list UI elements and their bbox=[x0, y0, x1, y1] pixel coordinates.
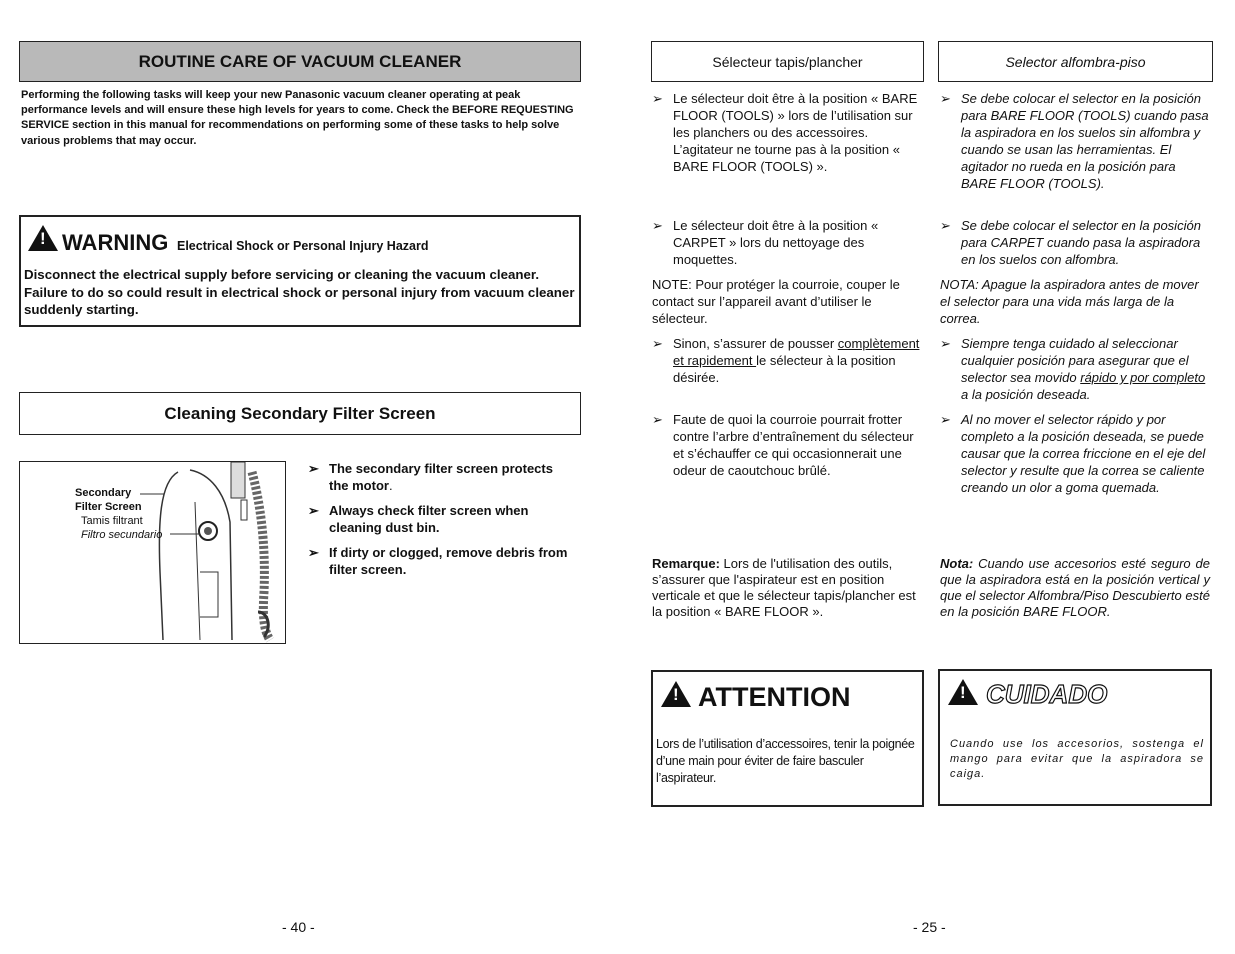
page-number-right: - 25 - bbox=[913, 919, 946, 935]
bullet-arrow-icon: ➢ bbox=[940, 218, 951, 233]
french-bullet-4-text: Faute de quoi la courroie pourrait frotter contre l’arbre d’entraînement du sélecteur et s’échauffer ce qui occasionnerait une odeur de caoutchouc brûlé. bbox=[673, 412, 914, 478]
filter-bullet-1-period: . bbox=[388, 478, 393, 493]
warning-icon bbox=[28, 225, 58, 256]
french-header-text: Sélecteur tapis/plancher bbox=[712, 53, 863, 70]
spanish-bullet-3-post: a la posición deseada. bbox=[961, 387, 1091, 402]
cuidado-warning-icon bbox=[948, 679, 978, 710]
french-bullet-3-pre: Sinon, s’assurer de pousser bbox=[673, 336, 838, 351]
french-remark-text: Lors de l'utilisation des outils, s’assurer que l'aspirateur est en position verticale et que le sélecteur tapis/plancher est la position « BARE FLOOR ». bbox=[652, 556, 916, 619]
filter-label-en-line2: Filter Screen bbox=[75, 501, 142, 513]
filter-bullet-1-text: The secondary filter screen protects the motor bbox=[329, 461, 553, 493]
routine-care-title: ROUTINE CARE OF VACUUM CLEANER bbox=[138, 51, 462, 71]
french-bullet-2-text: Le sélecteur doit être à la position « CARPET » lors du nettoyage des moquettes. bbox=[673, 218, 879, 267]
spanish-header-text: Selector alfombra-piso bbox=[1005, 53, 1146, 70]
french-remark bbox=[652, 556, 920, 620]
attention-title: ATTENTION bbox=[698, 682, 851, 712]
spanish-bullet-3-underlined: rápido y por completo bbox=[1080, 370, 1206, 385]
attention-box bbox=[651, 670, 924, 807]
filter-label-es: Filtro secundario bbox=[81, 529, 163, 541]
spanish-bullet-3-pre: Siempre tenga cuidado al seleccionar cualquier posición para asegurar que el selector sea movido bbox=[961, 336, 1189, 385]
cuidado-body: Cuando use los accesorios, sostenga el mango para evitar que la aspiradora se caiga. bbox=[950, 738, 1204, 780]
cuidado-box bbox=[938, 669, 1212, 806]
french-note: NOTE: Pour protéger la courroie, couper le contact sur l’appareil avant d’utiliser le sélecteur. bbox=[652, 277, 900, 326]
cuidado-title: CUIDADO bbox=[986, 679, 1108, 709]
attention-warning-icon bbox=[661, 681, 691, 712]
warning-subtitle: Electrical Shock or Personal Injury Hazard bbox=[177, 239, 429, 253]
spanish-bullet-4-text: Al no mover el selector rápido y por completo a la posición deseada, se puede causar que la correa friccione en el eje del selector y resulte que la correa se caliente creando un olor a goma quemada. bbox=[961, 412, 1206, 495]
spanish-header bbox=[938, 41, 1213, 82]
bullet-arrow-icon: ➢ bbox=[308, 545, 319, 560]
filter-label-fr: Tamis filtrant bbox=[81, 515, 143, 527]
spanish-bullet-2-text: Se debe colocar el selector en la posición para CARPET cuando pasa la aspiradora en los suelos con alfombra. bbox=[961, 218, 1201, 267]
bullet-arrow-icon: ➢ bbox=[940, 336, 951, 351]
french-bullet-1-text: Le sélecteur doit être à la position « BARE FLOOR (TOOLS) » lors de l’utilisation sur les planchers ou des accessoires. L’agitateur ne tourne pas à la position « BARE FLOOR (TOOLS) ». bbox=[673, 91, 918, 174]
bullet-arrow-icon: ➢ bbox=[308, 461, 319, 476]
spanish-nota bbox=[940, 556, 1210, 620]
filter-section-header bbox=[19, 392, 581, 435]
vacuum-illustration bbox=[20, 462, 285, 643]
bullet-arrow-icon: ➢ bbox=[652, 218, 663, 233]
filter-bullet-3-text: If dirty or clogged, remove debris from filter screen. bbox=[329, 545, 568, 577]
french-remark-label: Remarque: bbox=[652, 556, 720, 571]
spanish-bullet-1-text: Se debe colocar el selector en la posición para BARE FLOOR (TOOLS) cuando pasa la aspiradora en los suelos sin alfombra y cuando se usan las herramientas. El agitador no rueda en la posición para BARE FLOOR (TOOLS). bbox=[961, 91, 1209, 191]
bullet-arrow-icon: ➢ bbox=[652, 91, 663, 106]
bullet-arrow-icon: ➢ bbox=[652, 412, 663, 427]
attention-body: Lors de l’utilisation d’accessoires, tenir la poignée d’une main pour éviter de faire basculer l’aspirateur. bbox=[656, 737, 915, 785]
bullet-arrow-icon: ➢ bbox=[652, 336, 663, 351]
routine-care-intro: Performing the following tasks will keep your new Panasonic vacuum cleaner operating at peak performance levels and will ensure these high levels for years to come. Check the BEFORE REQUESTING SERVICE section in this manual for recommendations on performing some of these tasks to help solve various problems that may occur. bbox=[21, 89, 574, 147]
spanish-note: NOTA: Apague la aspiradora antes de mover el selector para una vida más larga de la correa. bbox=[940, 277, 1199, 326]
warning-box bbox=[19, 215, 581, 327]
page-number-left: - 40 - bbox=[282, 919, 315, 935]
warning-word: WARNING bbox=[62, 230, 169, 255]
filter-label-en-line1: Secondary bbox=[75, 487, 132, 499]
french-bullet-3-post: le sélecteur à la position désirée. bbox=[673, 353, 896, 385]
spanish-nota-text: Cuando use accesorios esté seguro de que la aspiradora está en la posición vertical y que el selector Alfombra/Piso Descubierto esté en la posición BARE FLOOR. bbox=[940, 556, 1210, 619]
bullet-arrow-icon: ➢ bbox=[940, 412, 951, 427]
spanish-nota-label: Nota: bbox=[940, 556, 974, 571]
bullet-arrow-icon: ➢ bbox=[940, 91, 951, 106]
warning-body: Disconnect the electrical supply before servicing or cleaning the vacuum cleaner. Failure to do so could result in electrical shock or personal injury from vacuum cleaner suddenly starting. bbox=[24, 267, 575, 317]
filter-bullet-2-text: Always check filter screen when cleaning dust bin. bbox=[329, 503, 529, 535]
routine-care-header bbox=[19, 41, 581, 82]
filter-section-title: Cleaning Secondary Filter Screen bbox=[164, 403, 436, 423]
bullet-arrow-icon: ➢ bbox=[308, 503, 319, 518]
filter-illustration bbox=[19, 461, 286, 644]
french-bullet-3-underlined: complètement et rapidement bbox=[673, 336, 920, 368]
french-header bbox=[651, 41, 924, 82]
